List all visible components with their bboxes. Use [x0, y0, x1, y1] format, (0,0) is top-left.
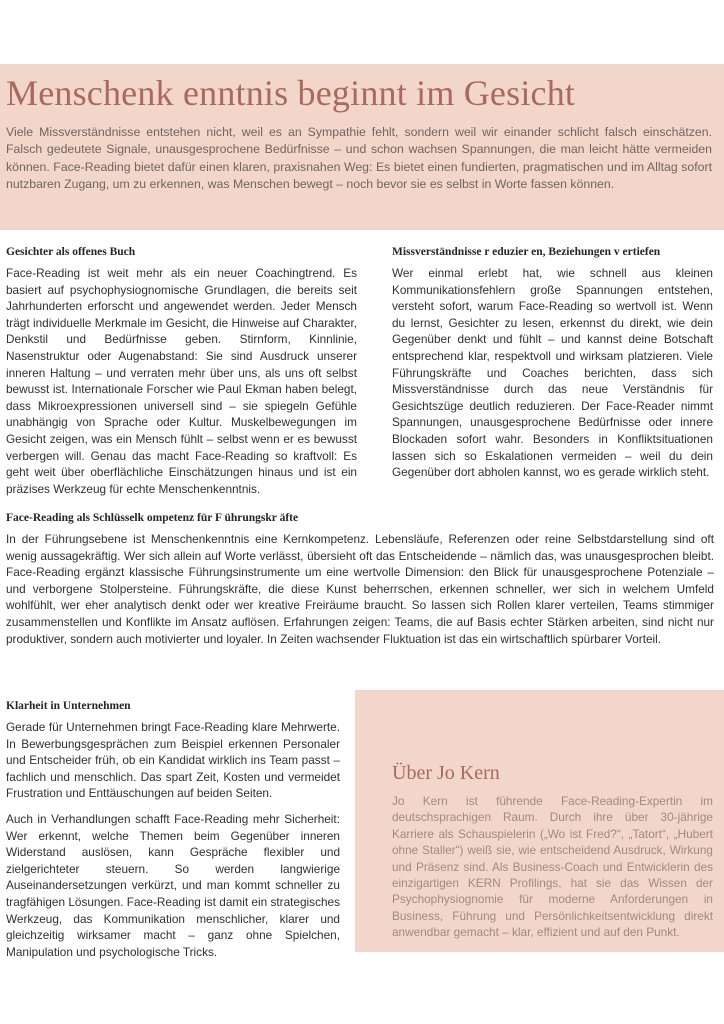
- section-text-fuehrung: In der Führungsebene ist Menschenkenntnis eine Kernkompetenz. Lebensläufe, Referenzen oder reine Selbstdarstellung sind oft wenig aussagekräftig. Wer sich allein auf Worte verlässt, übersieht oft das Entscheidende – nämlich das, was unausgesprochen bleibt. Face-Reading ergänzt klassische Führungsinstrumente um eine wertvolle Dimension: den Blick für unausgesprochene Potenziale – und verborgene Stolpersteine. Führungskräfte, die diese Kunst beherrschen, erkennen schneller, wer sich in welchem Umfeld wohlfühlt, wer eher analytisch denkt oder wer kreative Freiräume braucht. So lassen sich Rollen klarer verteilen, Teams stimmiger zusammenstellen und Konflikte im Ansatz auflösen. Erfahrungen zeigen: Teams, die auf Basis echter Stärken arbeiten, sind nicht nur produktiver, sondern auch motivierter und loyaler. In Zeiten wachsender Fluktuation ist das ein wirtschaftlich spürbarer Vorteil.: [6, 532, 714, 646]
- about-text: Jo Kern ist führende Face-Reading-Expertin im deutschsprachigen Raum. Durch ihre über 30-jährige Karriere als Schauspielerin („Wo ist Fred?“, „Tatort“, „Hubert ohne Staller“) weiß sie, wie entscheidend Ausdruck, Wirkung und Präsenz sind. Als Business-Coach und Entwicklerin des einzigartigen KERN Profilings, hat sie das Wissen der Psychophysiognomie für moderne Anforderungen in Business, Führung und Persönlichkeitsentwicklung direkt anwendbar gemacht – klar, effizient und auf den Punkt.: [392, 794, 713, 940]
- section-text-klarheit-1: Gerade für Unternehmen bringt Face-Reading klare Mehrwerte. In Bewerbungsgesprächen zum Beispiel erkennen Personaler und Entscheider früh, ob ein Kandidat wirklich ins Team passt – fachlich und menschlich. Das spart Zeit, Kosten und vermeidet Frustration und Enttäuschungen auf beiden Seiten.: [6, 720, 340, 801]
- section-body-klarheit: [6, 719, 340, 960]
- section-title-klarheit: Klarheit in Unternehmen: [6, 700, 131, 712]
- intro-text: Viele Missverständnisse entstehen nicht, weil es an Sympathie fehlt, sondern weil wir einander schlicht falsch einschätzen. Falsch gedeutete Signale, unausgesprochene Bedürfnisse – und schon wachsen Spannungen, die man leicht hätte vermeiden können. Face-Reading bietet dafür einen klaren, praxisnahen Weg: Es bietet einen fundierten, pragmatischen und im Alltag sofort nutzbaren Zugang, um zu erkennen, was Menschen bewegt – noch bevor sie es selbst in Worte fassen können.: [6, 125, 712, 191]
- about-title: Über Jo Kern: [392, 762, 500, 784]
- section-text-gesichter: Face-Reading ist weit mehr als ein neuer Coachingtrend. Es basiert auf psychophysiognomische Grundlagen, die bereits seit Jahrhunderten erforscht und angewendet werden. Jeder Mensch trägt individuelle Merkmale im Gesicht, die Hinweise auf Charakter, Denkstil und Bedürfnisse geben. Stirnform, Kinnlinie, Nasenstruktur oder Augenabstand: Sie sind Ausdruck unserer inneren Haltung – und verraten mehr über uns, als uns oft selbst bewusst ist. Internationale Forscher wie Paul Ekman haben belegt, dass Mikroexpressionen universell sind – sie spiegeln Gefühle unabhängig von Sprache oder Kultur. Muskelbewegungen im Gesicht zeigen, was ein Mensch fühlt – selbst wenn er es bewusst verbergen will. Genau das macht Face-Reading so kraftvoll: Es geht weit über oberflächliche Einschätzungen hinaus und ist ein präzises Werkzeug für echte Menschenkenntnis.: [6, 266, 357, 496]
- section-title-gesichter: Gesichter als offenes Buch: [6, 246, 136, 258]
- page-title: Menschenk enntnis beginnt im Gesicht: [6, 73, 576, 113]
- section-text-missverstaendnisse: Wer einmal erlebt hat, wie schnell aus kleinen Kommunikationsfehlern große Spannungen entstehen, versteht sofort, warum Face-Reading so wertvoll ist. Wenn du lernst, Gesichter zu lesen, erkennst du direkt, wie dein Gegenüber denkt und fühlt – und kannst deine Botschaft entsprechend klar, respektvoll und wirksam platzieren. Viele Führungskräfte und Coaches berichten, dass sich Missverständnisse durch das neue Verständnis für Gesichtszüge deutlich reduzieren. Der Face-Reader nimmt Spannungen, unausgesprochene Bedürfnisse oder innere Blockaden sofort wahr. Besonders in Konfliktsituationen lassen sich so Eskalationen vermeiden – weil du dein Gegenüber dort abholen kannst, wo es gerade wirklich steht.: [392, 266, 713, 480]
- section-title-missverstaendnisse: Missverständnisse r eduzier en, Beziehungen v ertiefen: [392, 246, 661, 258]
- section-text-klarheit-2: Auch in Verhandlungen schafft Face-Reading mehr Sicherheit: Wer erkennt, welche Themen beim Gegenüber inneren Widerstand auslösen, kann Gespräche flexibler und zielgerichteter steuern. So werden langwierige Auseinandersetzungen verkürzt, und man kommt schneller zu tragfähigen Lösungen. Face-Reading ist damit ein strategisches Werkzeug, das Kommunikation menschlicher, klarer und gleichzeitig wirksamer macht – ganz ohne Spielchen, Manipulation und psychologische Tricks.: [6, 811, 340, 959]
- section-title-fuehrung: Face-Reading als Schlüsselk ompetenz für F ührungskr äfte: [6, 512, 299, 524]
